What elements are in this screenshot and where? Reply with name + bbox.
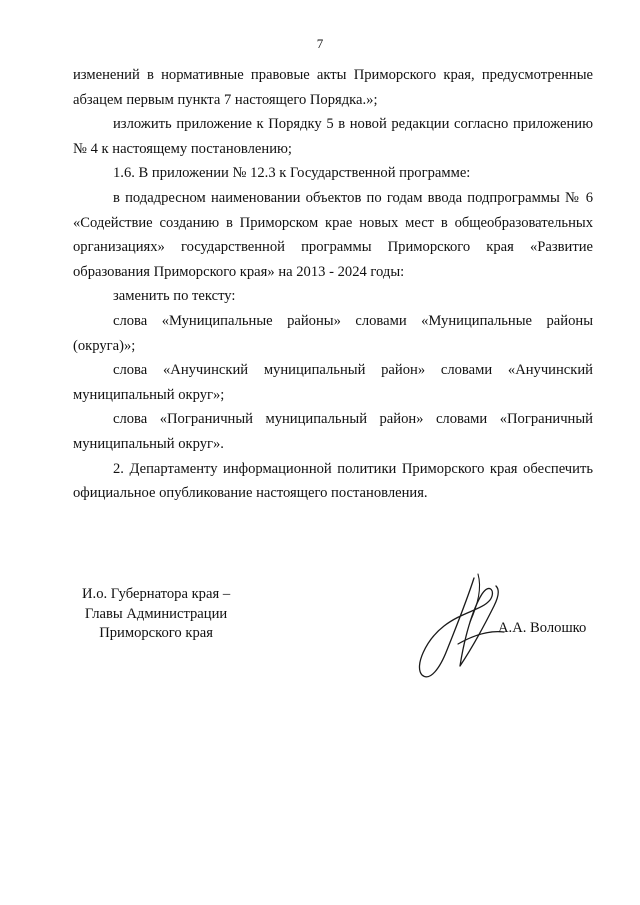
paragraph-1: изменений в нормативные правовые акты Приморского края, предусмотренные bbox=[73, 67, 593, 83]
signatory-title-line-2: Главы Администрации bbox=[84, 605, 228, 622]
paragraph-10: 2. Департаменту информационной политики Приморского края обеспечить официальное опубликование настоящего постановления. bbox=[73, 460, 593, 502]
paragraph-5: в подадресном наименовании объектов по годам ввода подпрограммы № 6 «Содействие созданию в Приморском крае новых мест в общеобразовательных организациях» государственной программы Приморского края «Развитие образования Приморского края» на 2013 - 2024 годы: bbox=[73, 189, 593, 280]
signatory-title-line-1: И.о. Губернатора края – bbox=[82, 586, 231, 602]
paragraph-3: изложить приложение к Порядку 5 в новой редакции согласно приложению № 4 к настоящему постановлению; bbox=[73, 116, 593, 157]
paragraph-9: слова «Пограничный муниципальный район» словами «Пограничный муниципальный округ». bbox=[73, 411, 593, 452]
signatory-name: А.А. Волошко bbox=[498, 620, 587, 636]
document-body bbox=[73, 63, 593, 506]
paragraph-2: абзацем первым пункта 7 настоящего Порядка.»; bbox=[73, 91, 378, 108]
signatory-title bbox=[82, 585, 230, 644]
paragraph-6: заменить по тексту: bbox=[113, 288, 236, 305]
paragraph-8: слова «Анучинский муниципальный район» словами «Анучинский муниципальный округ»; bbox=[73, 362, 593, 403]
paragraph-4: 1.6. В приложении № 12.3 к Государственной программе: bbox=[113, 165, 471, 182]
signatory-title-line-3: Приморского края bbox=[99, 625, 213, 641]
page-number: 7 bbox=[316, 36, 324, 51]
paragraph-7: слова «Муниципальные районы» словами «Муниципальные районы (округа)»; bbox=[73, 312, 593, 354]
